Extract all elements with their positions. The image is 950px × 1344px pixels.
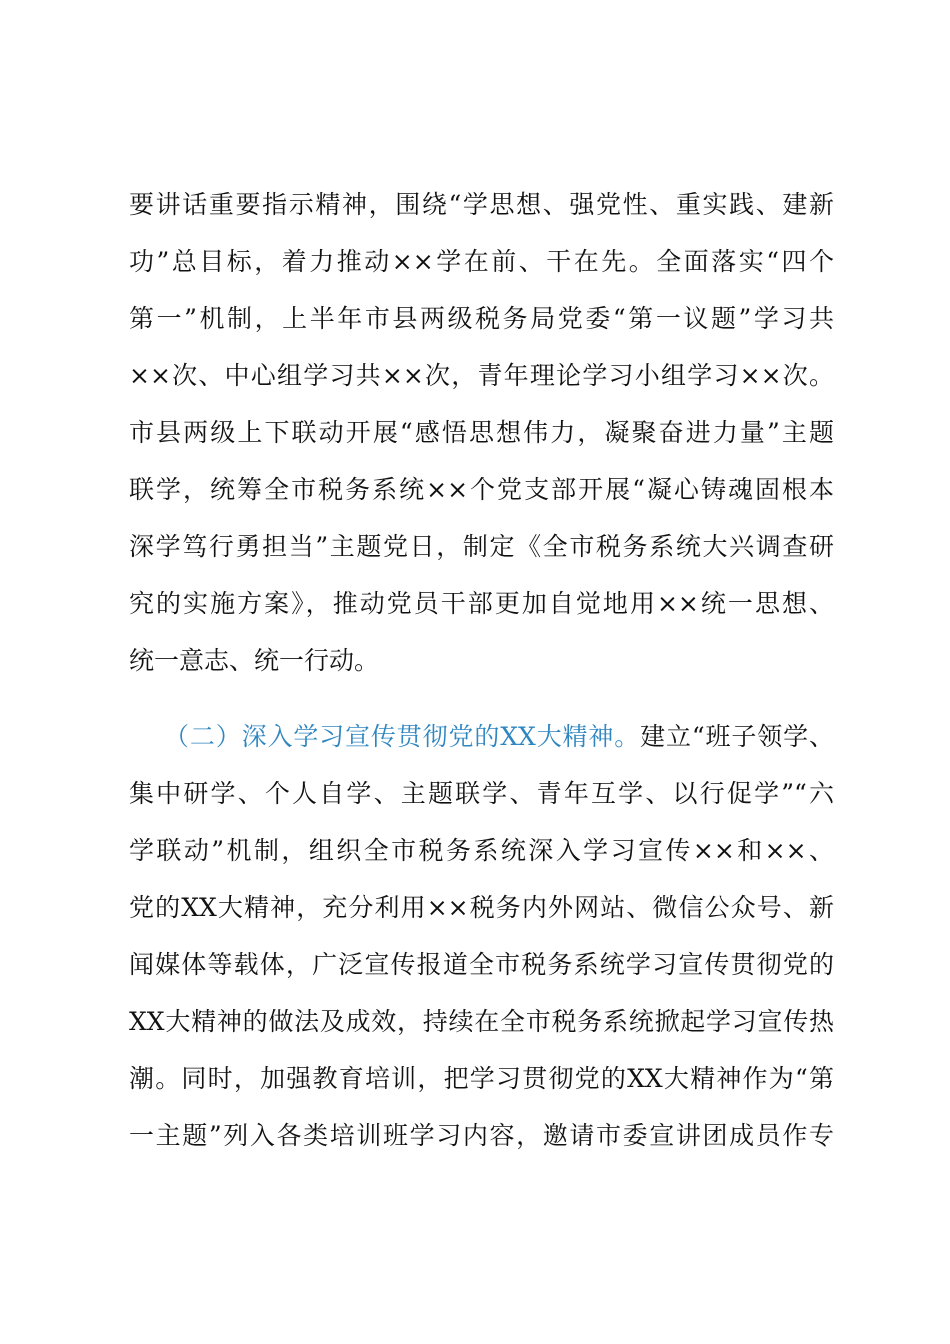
paragraph-line: XX大精神的做法及成效，持续在全市税务系统掀起学习宣传热 — [129, 1007, 834, 1036]
paragraph-line: 究的实施方案》，推动党员干部更加自觉地用××统一思想、 — [129, 589, 834, 618]
section-heading: （二）深入学习宣传贯彻党的XX大精神。 — [164, 722, 641, 751]
paragraph-line: 功”总目标，着力推动××学在前、干在先。全面落实“四个 — [129, 247, 834, 276]
paragraph-line: 学联动”机制，组织全市税务系统深入学习宣传××和××、 — [129, 836, 834, 865]
paragraph-line: 统一意志、统一行动。 — [129, 646, 380, 675]
paragraph-line: 闻媒体等载体，广泛宣传报道全市税务系统学习宣传贯彻党的 — [129, 950, 834, 979]
paragraph-line: 市县两级上下联动开展“感悟思想伟力，凝聚奋进力量”主题 — [129, 418, 834, 447]
paragraph-line: ××次、中心组学习共××次，青年理论学习小组学习××次。 — [129, 361, 834, 390]
paragraph-line: 要讲话重要指示精神，围绕“学思想、强党性、重实践、建新 — [129, 190, 834, 219]
paragraph-line: 联学，统筹全市税务系统××个党支部开展“凝心铸魂固根本 — [129, 475, 834, 504]
heading-line-text: 建立“班子领学、 — [640, 722, 834, 751]
paragraph-line: 深学笃行勇担当”主题党日，制定《全市税务系统大兴调查研 — [129, 532, 834, 561]
section-heading-line — [164, 717, 834, 757]
paragraph-line: 潮。同时，加强教育培训，把学习贯彻党的XX大精神作为“第 — [129, 1064, 834, 1093]
paragraph-line: 集中研学、个人自学、主题联学、青年互学、以行促学”“六 — [129, 779, 834, 808]
paragraph-line: 一主题”列入各类培训班学习内容，邀请市委宣讲团成员作专 — [129, 1121, 834, 1150]
paragraph-line: 第一”机制，上半年市县两级税务局党委“第一议题”学习共 — [129, 304, 834, 333]
paragraph-line: 党的XX大精神，充分利用××税务内外网站、微信公众号、新 — [129, 893, 834, 922]
